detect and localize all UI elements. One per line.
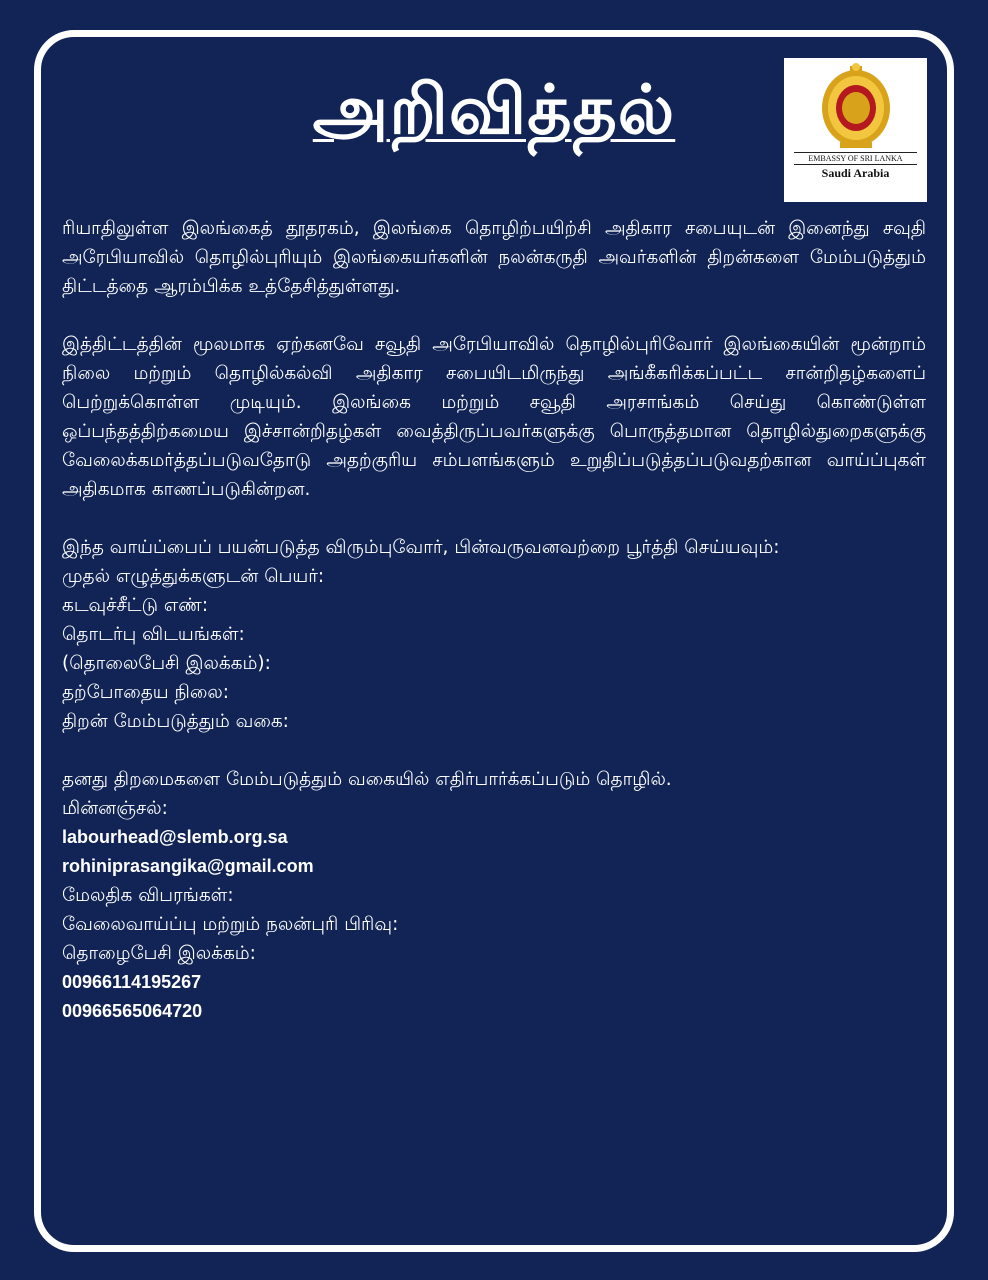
sri-lanka-emblem-icon [816, 62, 896, 150]
field-contact: தொடர்பு விடயங்கள்: [62, 624, 245, 645]
field-phone: (தொலைபேசி இலக்கம்): [62, 653, 271, 674]
email-link-2[interactable]: rohiniprasangika@gmail.com [62, 856, 314, 876]
field-current-status: தற்போதைய நிலை: [62, 682, 229, 703]
field-name: முதல் எழுத்துக்களுடன் பெயர்: [62, 566, 325, 587]
country-label: Saudi Arabia [821, 166, 890, 180]
embassy-logo [784, 58, 927, 202]
more-info-label: மேலதிக விபரங்கள்: [62, 885, 234, 906]
paragraph-instructions: இந்த வாய்ப்பைப் பயன்படுத்த விரும்புவோர், பின்வருவனவற்றை பூர்த்தி செய்யவும்: [62, 537, 780, 558]
paragraph-details: இத்திட்டத்தின் மூலமாக ஏற்கனவே சவூதி அரேபியாவில் தொழில்புரிவோர் இலங்கையின் மூன்றாம் நிலை மற்றும் தொழில்கல்வி அதிகார சபையிடமிருந்து அங்கீகரிக்கப்பட்ட சான்றிதழ்களைப் பெற்றுக்கொள்ள முடியும். இலங்கை மற்றும் சவூதி அரசாங்கம் செய்து கொண்டுள்ள ஒப்பந்தத்திற்கமைய இச்சான்றிதழ்கள் வைத்திருப்பவர்களுக்கு பொருத்தமான தொழில்துறைகளுக்கு வேலைக்கமர்த்தப்படுவதோடு அதற்குரிய சம்பளங்களும் உறுதிப்படுத்தப்படுவதற்கான வாய்ப்புகள் அதிகமாக காணப்படுகின்றன. [62, 334, 926, 500]
phone-label: தொழைபேசி இலக்கம்: [62, 943, 256, 964]
paragraph-expected-job: தனது திறமைகளை மேம்படுத்தும் வகையில் எதிர்பார்க்கப்படும் தொழில். [62, 769, 672, 790]
field-skill-type: திறன் மேம்படுத்தும் வகை: [62, 711, 289, 732]
email-label: மின்னஞ்சல்: [62, 798, 168, 819]
division-label: வேலைவாய்ப்பு மற்றும் நலன்புரி பிரிவு: [62, 914, 399, 935]
phone-number-1[interactable]: 00966114195267 [62, 972, 202, 992]
notice-body [62, 214, 926, 1026]
embassy-label: EMBASSY OF SRI LANKA [794, 152, 917, 165]
phone-number-2[interactable]: 00966565064720 [62, 1001, 203, 1021]
paragraph-intro: ரியாதிலுள்ள இலங்கைத் தூதரகம், இலங்கை தொழிற்பயிற்சி அதிகார சபையுடன் இனைந்து சவுதி அரேபியாவில் தொழில்புரியும் இலங்கையர்களின் நலன்கருதி அவர்களின் திறன்களை மேம்படுத்தும் திட்டத்தை ஆரம்பிக்க உத்தேசித்துள்ளது. [62, 218, 926, 297]
email-link-1[interactable]: labourhead@slemb.org.sa [62, 827, 288, 847]
field-passport: கடவுச்சீட்டு எண்: [62, 595, 209, 616]
notice-title: அறிவித்தல் [312, 71, 676, 150]
